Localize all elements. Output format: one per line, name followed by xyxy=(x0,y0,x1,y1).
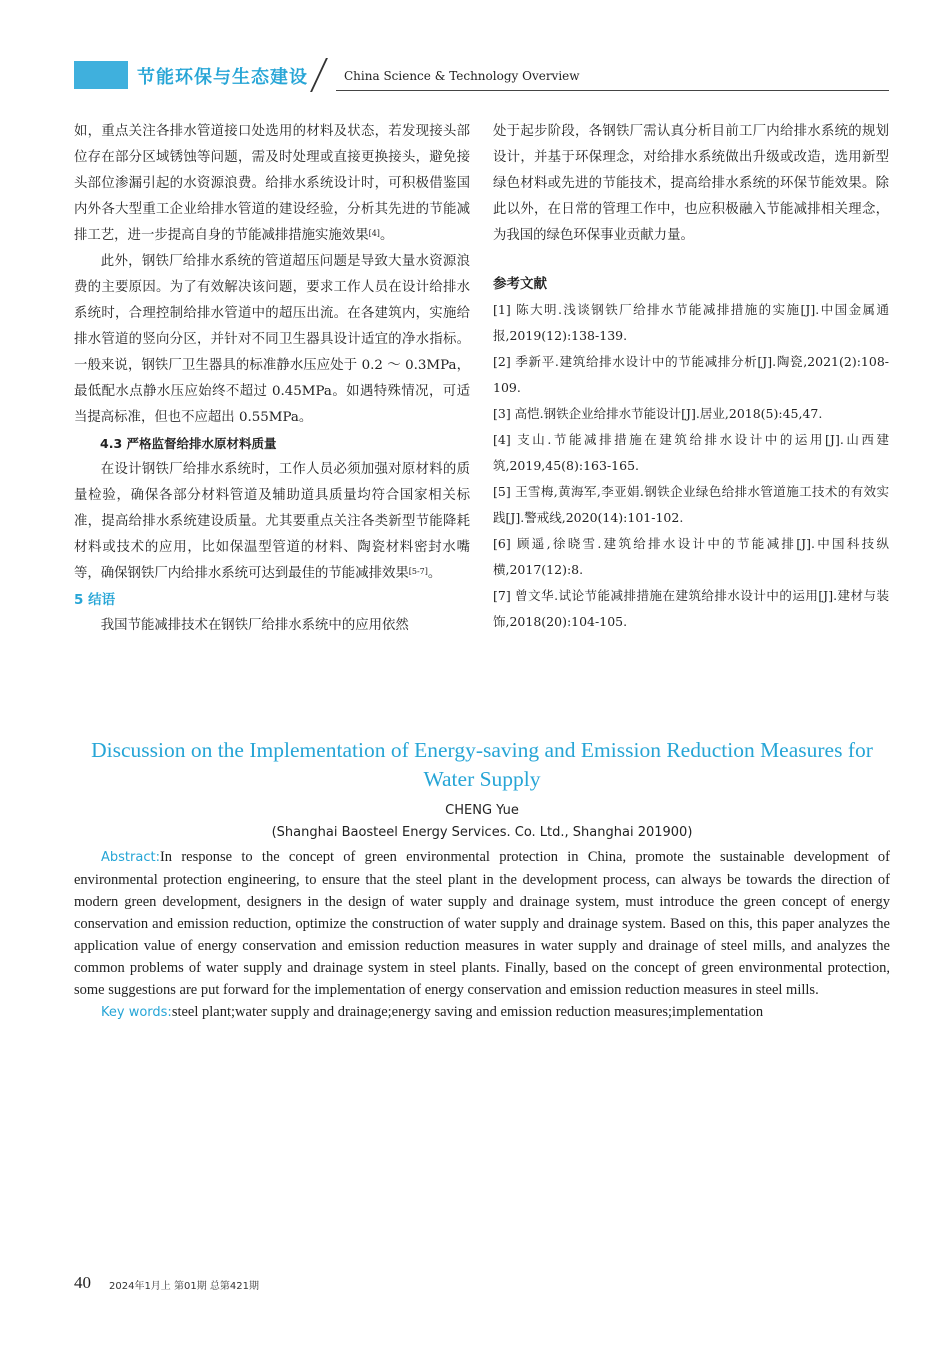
header-divider-slash xyxy=(310,58,328,92)
citation-5-7: [5-7] xyxy=(408,567,428,576)
journal-english-name: China Science & Technology Overview xyxy=(344,69,580,83)
english-title: Discussion on the Implementation of Energy-saving and Emission Reduction Measures for Water Supply xyxy=(91,738,873,791)
left-paragraph-1: 如，重点关注各排水管道接口处选用的材料及状态，若发现接头部位存在部分区域锈蚀等问题，需及时处理或直接更换接头，避免接头部位渗漏引起的水资源浪费。给排水系统设计时，可积极借鉴国内外各大型重工企业给排水管道的建设经验，分析其先进的节能减排工艺，进一步提高自身的节能减排措施实施效果[4]。 xyxy=(74,124,470,243)
page-number: 40 xyxy=(74,1273,91,1292)
left-paragraph-4: 我国节能减排技术在钢铁厂给排水系统中的应用依然 xyxy=(100,618,409,633)
english-abstract-block xyxy=(74,846,890,1024)
reference-item: [6] 顾遥,徐晓雪.建筑给排水设计中的节能减排[J].中国科技纵横,2017(12):8. xyxy=(493,536,889,577)
reference-item: [1] 陈大明.浅谈钢铁厂给排水节能减排措施的实施[J].中国金属通报,2019(12):138-139. xyxy=(493,302,889,343)
reference-item: [7] 曾文华.试论节能减排措施在建筑给排水设计中的运用[J].建材与装饰,2018(20):104-105. xyxy=(493,588,889,629)
reference-item: [4] 支山.节能减排措施在建筑给排水设计中的运用[J].山西建筑,2019,45(8):163-165. xyxy=(493,432,889,473)
section-heading-5: 5 结语 xyxy=(74,592,116,608)
english-abstract: Abstract:In response to the concept of green environmental protection in China, promote the sustainable development of environmental protection engineering, to ensure that the steel plant in the development process, can always be towards the direction of modern green development, designers in the design of water supply and drainage system, must introduce the green concept of energy conservation and emission reduction, optimize the construction of water supply and drainage system. Based on this, this paper analyzes the application value of energy conservation and emission reduction measures in water supply and drainage of steel mills, and analyzes the common problems of water supply and drainage system in steel plants. Finally, based on the concept of green environmental protection, some suggestions are put forward for the implementation of energy conservation and emission reduction measures in steel mills. xyxy=(74,849,890,998)
right-paragraph-1: 处于起步阶段，各钢铁厂需认真分析目前工厂内给排水系统的规划设计，并基于环保理念，对给排水系统做出升级或改造，选用新型绿色材料或先进的节能技术，提高给排水系统的环保节能效果。除此以外，在日常的管理工作中，也应积极融入节能减排相关理念，为我国的绿色环保事业贡献力量。 xyxy=(493,124,889,243)
left-paragraph-3: 在设计钢铁厂给排水系统时，工作人员必须加强对原材料的质量检验，确保各部分材料管道及辅助道具质量均符合国家相关标准，提高给排水系统建设质量。尤其要重点关注各类新型节能降耗材料或技术的应用，比如保温型管道的材料、陶瓷材料密封水嘴等，确保钢铁厂内给排水系统可达到最佳的节能减排效果[5-7]。 xyxy=(74,462,470,581)
keywords-label: Key words: xyxy=(101,1005,172,1020)
abstract-label: Abstract: xyxy=(101,850,160,865)
header-color-block xyxy=(74,61,128,89)
references-title: 参考文献 xyxy=(493,276,547,292)
english-affiliation: (Shanghai Baosteel Energy Services. Co. Ltd., Shanghai 201900) xyxy=(271,825,693,840)
left-paragraph-2: 此外，钢铁厂给排水系统的管道超压问题是导致大量水资源浪费的主要原因。为了有效解决该问题，要求工作人员在设计给排水系统时，合理控制给排水管道中的超压出流。在各建筑内，实施给排水管道的竖向分区，并针对不同卫生器具设计适宜的净水指标。一般来说，钢铁厂卫生器具的标准静水压应处于 0.2 ～ 0.3MPa，最低配水点静水压应始终不超过 0.45MPa。如遇特殊情况，可适当提高标准，但也不应超出 0.55MPa。 xyxy=(74,254,470,425)
reference-item: [3] 高恺.钢铁企业给排水节能设计[J].居业,2018(5):45,47. xyxy=(493,406,823,421)
section-heading-4-3: 4.3 严格监督给排水原材料质量 xyxy=(100,436,277,451)
english-author: CHENG Yue xyxy=(445,803,519,818)
reference-item: [2] 季新平.建筑给排水设计中的节能减排分析[J].陶瓷,2021(2):108-109. xyxy=(493,354,889,395)
header-rule xyxy=(336,90,889,91)
citation-4: [4] xyxy=(368,229,380,238)
left-column xyxy=(74,119,470,639)
right-column xyxy=(493,119,889,635)
issue-info: 2024年1月上 第01期 总第421期 xyxy=(109,1281,259,1292)
reference-item: [5] 王雪梅,黄海军,李亚娟.钢铁企业绿色给排水管道施工技术的有效实践[J].警戒线,2020(14):101-102. xyxy=(493,484,889,525)
journal-section-title: 节能环保与生态建设 xyxy=(137,67,308,88)
english-keywords: Key words:steel plant;water supply and drainage;energy saving and emission reduction measures;implementation xyxy=(101,1004,764,1020)
